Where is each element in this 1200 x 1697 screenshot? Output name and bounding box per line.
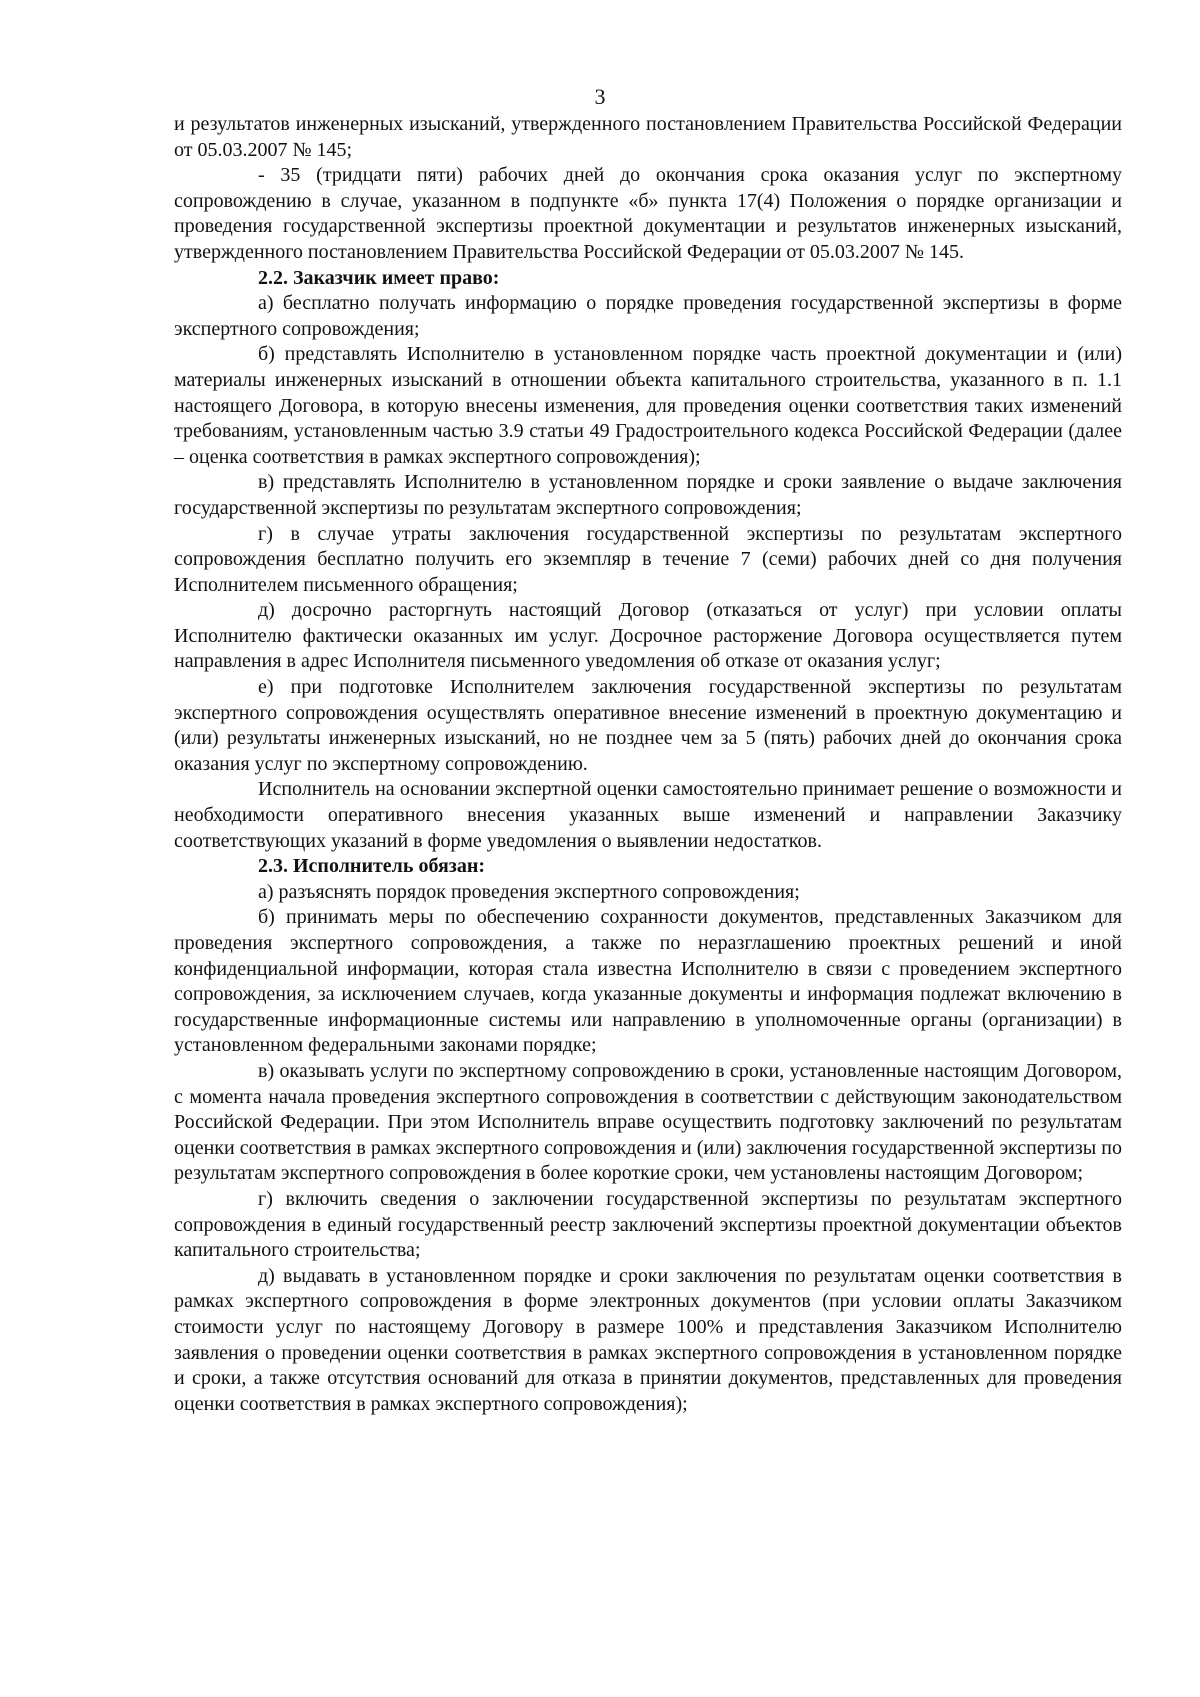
paragraph: - 35 (тридцати пяти) рабочих дней до окончания срока оказания услуг по экспертному сопровождению в случае, указанном в подпункте «б» пункта 17(4) Положения о порядке организации и проведения государственной экспертизы проектной документации и результатов инженерных изысканий, утвержденного постановлением Правительства Российской Федерации от 05.03.2007 № 145.: [174, 164, 1122, 263]
paragraph: Исполнитель на основании экспертной оценки самостоятельно принимает решение о возможности и необходимости оперативного внесения указанных выше изменений и направлении Заказчику соответствующих указаний в форме уведомления о выявлении недостатков.: [174, 778, 1122, 852]
paragraph: е) при подготовке Исполнителем заключения государственной экспертизы по результатам экспертного сопровождения осуществлять оперативное внесение изменений в проектную документацию и (или) результаты инженерных изысканий, но не позднее чем за 5 (пять) рабочих дней до окончания срока оказания услуг по экспертному сопровождению.: [174, 676, 1122, 775]
paragraph: а) бесплатно получать информацию о порядке проведения государственной экспертизы в форме экспертного сопровождения;: [174, 292, 1122, 340]
paragraph: д) выдавать в установленном порядке и сроки заключения по результатам оценки соответствия в рамках экспертного сопровождения в форме электронных документов (при условии оплаты Заказчиком стоимости услуг по настоящему Договору в размере 100% и представления Заказчиком Исполнителю заявления о проведении оценки соответствия в рамках экспертного сопровождения в установленном порядке и сроки, а также отсутствия оснований для отказа в принятии документов, представленных для проведения оценки соответствия в рамках экспертного сопровождения);: [174, 1264, 1122, 1415]
paragraph: а) разъяснять порядок проведения экспертного сопровождения;: [258, 880, 800, 903]
paragraph: д) досрочно расторгнуть настоящий Договор (отказаться от услуг) при условии оплаты Исполнителю фактически оказанных им услуг. Досрочное расторжение Договора осуществляется путем направления в адрес Исполнителя письменного уведомления об отказе от оказания услуг;: [174, 599, 1122, 673]
paragraph: в) представлять Исполнителю в установленном порядке и сроки заявление о выдаче заключения государственной экспертизы по результатам экспертного сопровождения;: [174, 471, 1122, 519]
section-heading: 2.3. Исполнитель обязан:: [258, 855, 486, 878]
paragraph: г) в случае утраты заключения государственной экспертизы по результатам экспертного сопровождения бесплатно получить его экземпляр в течение 7 (семи) рабочих дней со дня получения Исполнителем письменного обращения;: [174, 522, 1122, 596]
paragraph: б) принимать меры по обеспечению сохранности документов, представленных Заказчиком для проведения экспертного сопровождения, а также по неразглашению проектных решений и иной конфиденциальной информации, которая стала известна Исполнителю в связи с проведением экспертного сопровождения, за исключением случаев, когда указанные документы и информация подлежат включению в государственные информационные системы или направлению в уполномоченные органы (организации) в установленном федеральными законами порядке;: [174, 906, 1122, 1057]
paragraph: и результатов инженерных изысканий, утвержденного постановлением Правительства Российской Федерации от 05.03.2007 № 145;: [174, 113, 1122, 161]
page-number: 3: [594, 84, 606, 109]
section-heading: 2.2. Заказчик имеет право:: [258, 266, 500, 289]
paragraph: г) включить сведения о заключении государственной экспертизы по результатам экспертного сопровождения в единый государственный реестр заключений экспертизы проектной документации объектов капитального строительства;: [174, 1187, 1122, 1262]
paragraph: в) оказывать услуги по экспертному сопровождению в сроки, установленные настоящим Договором, с момента начала проведения экспертного сопровождения в соответствии с действующим законодательством Российской Федерации. При этом Исполнитель вправе осуществить подготовку заключений по результатам оценки соответствия в рамках экспертного сопровождения и (или) заключения государственной экспертизы по результатам экспертного сопровождения в более короткие сроки, чем установлены настоящим Договором;: [174, 1059, 1122, 1185]
paragraph: б) представлять Исполнителю в установленном порядке часть проектной документации и (или) материалы инженерных изысканий в отношении объекта капитального строительства, указанного в п. 1.1 настоящего Договора, в которую внесены изменения, для проведения оценки соответствия таких изменений требованиям, установленным частью 3.9 статьи 49 Градостроительного кодекса Российской Федерации (далее – оценка соответствия в рамках экспертного сопровождения);: [174, 343, 1122, 468]
document-body: [174, 112, 1122, 1417]
